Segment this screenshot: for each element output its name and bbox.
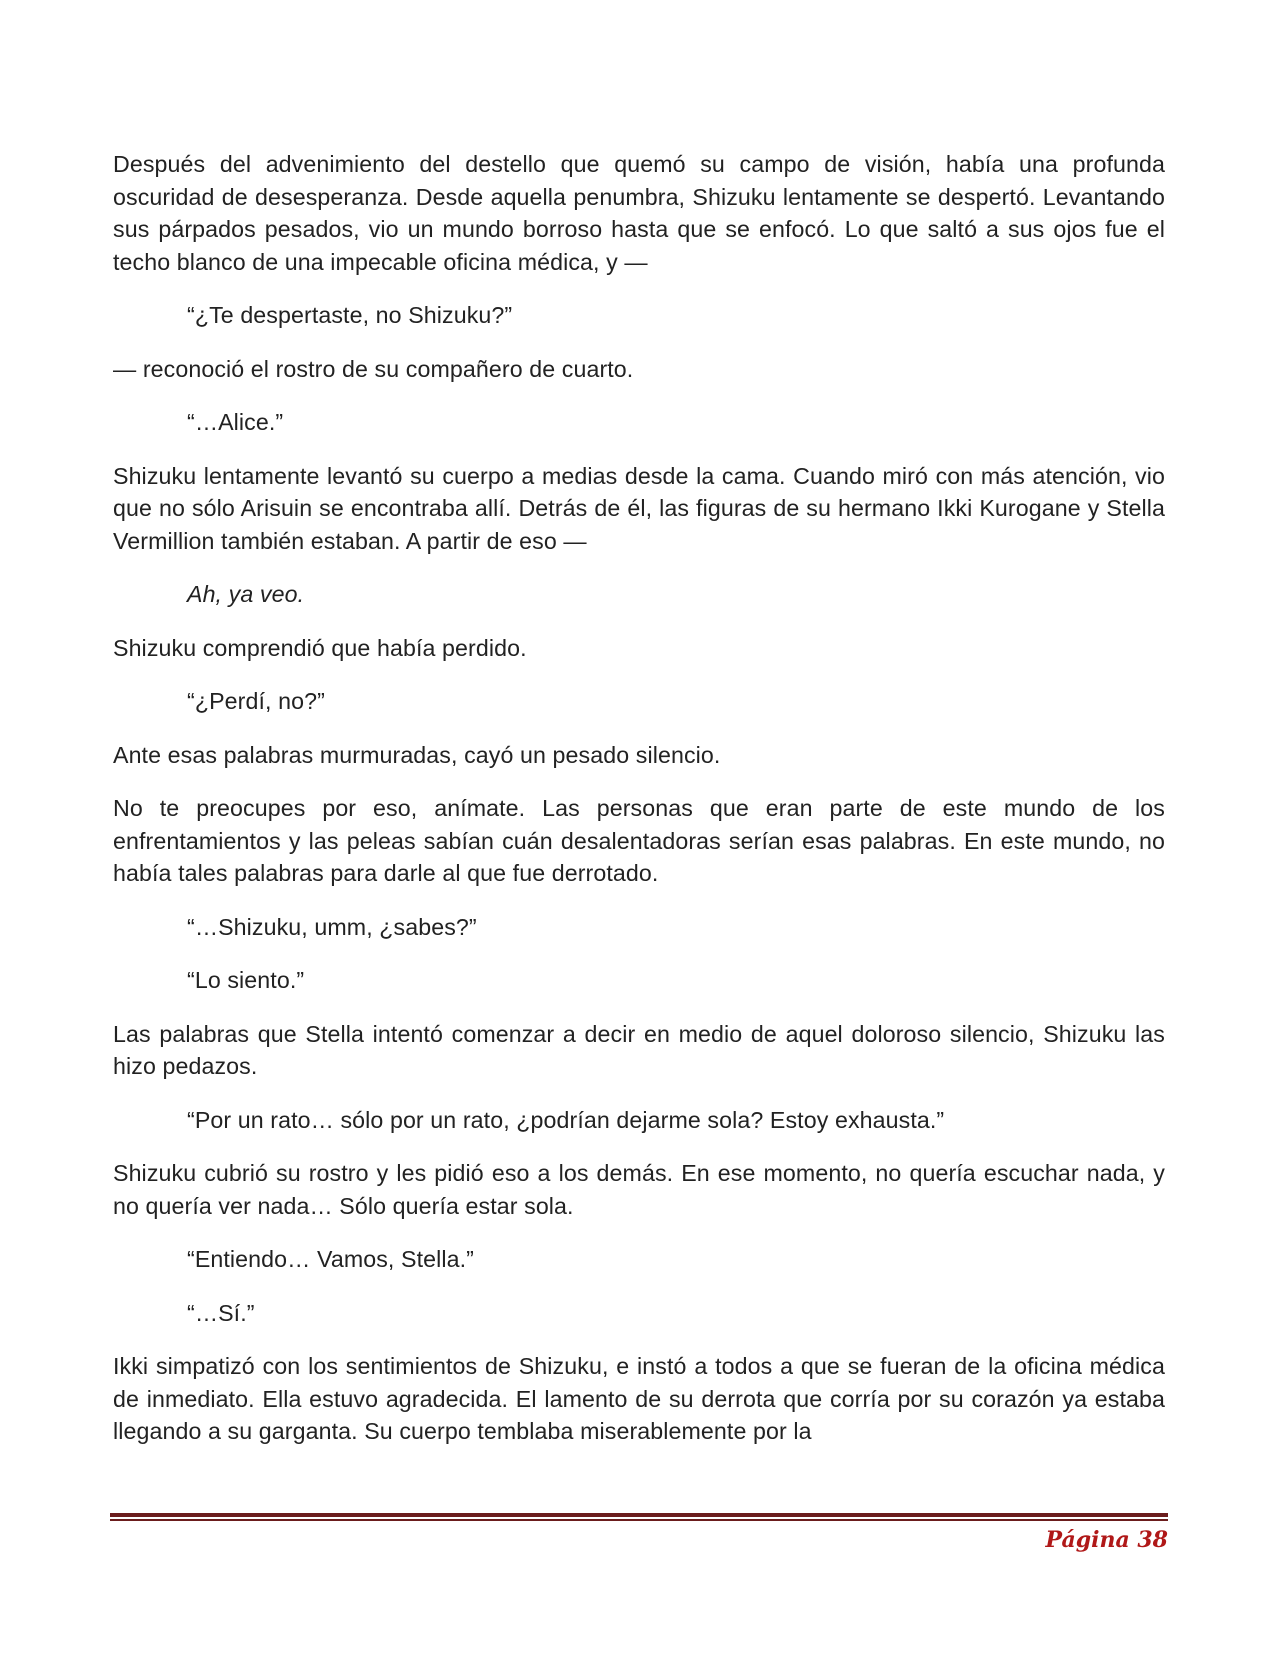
document-body	[113, 148, 1165, 1448]
paragraph: Shizuku lentamente levantó su cuerpo a medias desde la cama. Cuando miró con más atención, vio que no sólo Arisuin se encontraba allí. Detrás de él, las figuras de su hermano Ikki Kurogane y Stella Vermillion también estaban. A partir de eso —	[113, 462, 1165, 554]
paragraph: — reconoció el rostro de su compañero de cuarto.	[113, 355, 634, 382]
inner-thought: Ah, ya veo.	[187, 581, 305, 607]
dialogue-line: “¿Perdí, no?”	[187, 688, 325, 714]
paragraph: No te preocupes por eso, anímate. Las personas que eran parte de este mundo de los enfrentamientos y las peleas sabían cuán desalentadoras serían esas palabras. En este mundo, no había tales palabras para darle al que fue derrotado.	[113, 795, 1165, 886]
dialogue-line: “Por un rato… sólo por un rato, ¿podrían dejarme sola? Estoy exhausta.”	[187, 1106, 945, 1133]
dialogue-line: “¿Te despertaste, no Shizuku?”	[187, 302, 513, 328]
footer-divider	[110, 1513, 1168, 1521]
paragraph: Las palabras que Stella intentó comenzar a decir en medio de aquel doloroso silencio, Shizuku las hizo pedazos.	[113, 1020, 1165, 1079]
footer-rule-thin	[110, 1519, 1168, 1521]
dialogue-line: “…Sí.”	[187, 1299, 255, 1326]
dialogue-line: “Lo siento.”	[187, 967, 305, 993]
paragraph: Shizuku comprendió que había perdido.	[113, 634, 527, 661]
paragraph: Ante esas palabras murmuradas, cayó un pesado silencio.	[113, 741, 721, 768]
paragraph: Después del advenimiento del destello que quemó su campo de visión, había una profunda oscuridad de desesperanza. Desde aquella penumbra, Shizuku lentamente se despertó. Levantando sus párpados pesados, vio un mundo borroso hasta que se enfocó. Lo que saltó a sus ojos fue el techo blanco de una impecable oficina médica, y —	[113, 151, 1165, 275]
paragraph: Shizuku cubrió su rostro y les pidió eso a los demás. En ese momento, no quería escuchar nada, y no quería ver nada… Sólo quería estar sola.	[113, 1160, 1165, 1219]
dialogue-line: “Entiendo… Vamos, Stella.”	[187, 1246, 474, 1272]
dialogue-line: “…Alice.”	[187, 409, 284, 435]
footer-rule-thick	[110, 1513, 1168, 1517]
paragraph: Ikki simpatizó con los sentimientos de Shizuku, e instó a todos a que se fueran de la oficina médica de inmediato. Ella estuvo agradecida. El lamento de su derrota que corría por su corazón ya estaba llegando a su garganta. Su cuerpo temblaba miserablemente por la	[113, 1353, 1165, 1444]
page-number: Página 38	[1045, 1527, 1168, 1553]
dialogue-line: “…Shizuku, umm, ¿sabes?”	[187, 913, 477, 940]
